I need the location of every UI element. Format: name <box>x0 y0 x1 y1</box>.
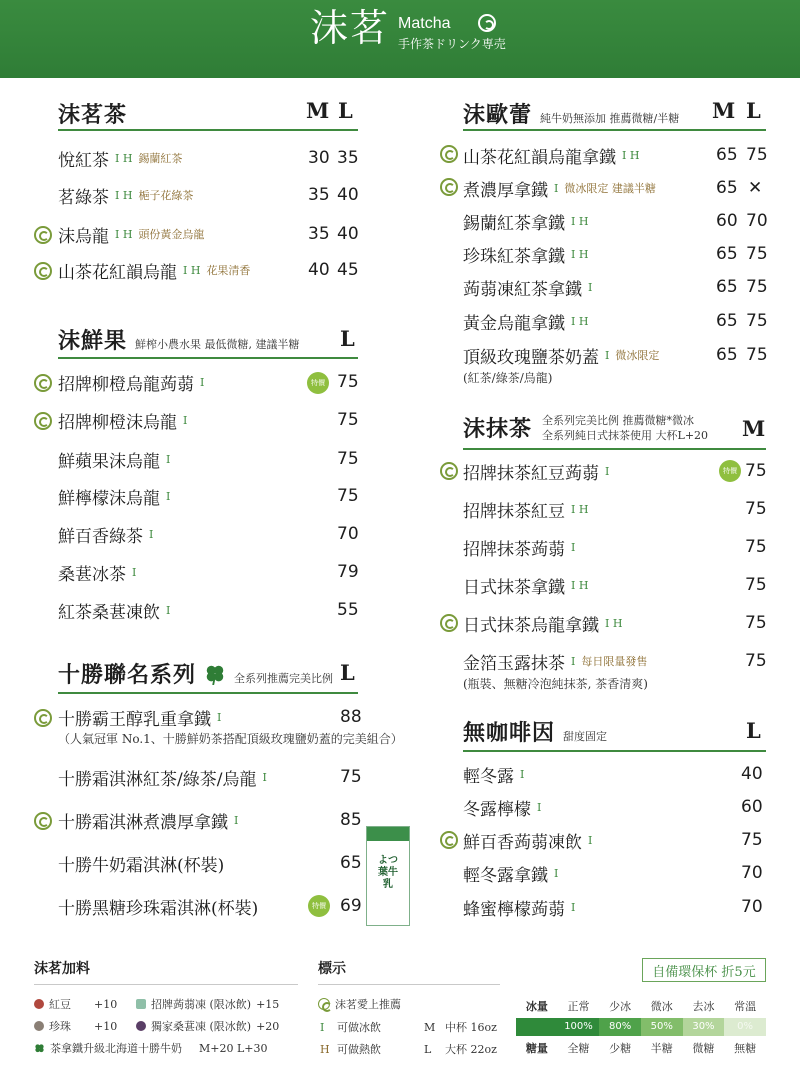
topping-item <box>34 1040 268 1056</box>
item-mark: I H <box>115 227 133 241</box>
size-m-header: M <box>712 98 736 123</box>
mulberry-jelly-icon <box>136 1021 146 1031</box>
divider <box>463 129 766 131</box>
price-l: 79 <box>337 562 359 582</box>
item-name: 鮮檸檬沫烏龍 <box>58 488 160 509</box>
sugar-label: 糖量 <box>525 1042 548 1055</box>
menu-item[interactable] <box>463 239 588 269</box>
divider <box>58 129 358 131</box>
item-mark: I <box>571 900 576 914</box>
price-m: 65 <box>716 178 738 198</box>
price-l: 35 <box>337 148 359 168</box>
price-l: 40 <box>337 185 359 205</box>
price-m: 35 <box>308 185 330 205</box>
item-mark: I H <box>571 502 589 516</box>
item-mark: I <box>166 452 171 466</box>
item-name: 鮮百香蒟蒻凍飲 <box>463 832 582 853</box>
menu-item[interactable] <box>58 805 238 835</box>
item-mark: I H <box>571 247 589 261</box>
item-name: 鮮蘋果沫烏龍 <box>58 451 160 472</box>
menu-item[interactable] <box>463 825 592 855</box>
divider <box>318 984 500 985</box>
topping-item <box>136 996 279 1012</box>
special-badge: 特價 <box>308 895 330 917</box>
section-title: 沫抹茶 <box>463 416 533 442</box>
divider <box>463 750 766 752</box>
price-l: 75 <box>746 145 768 165</box>
topping-price: +20 <box>256 1019 280 1033</box>
item-name: 珍珠紅茶拿鐵 <box>463 246 565 267</box>
size-l-header: L <box>338 98 353 123</box>
item-subnote: (瓶裝、無糖冷泡純抹茶, 茶香清爽) <box>463 677 648 691</box>
price-l: 75 <box>746 277 768 297</box>
section-title: 沫鮮果 <box>58 328 128 354</box>
item-mark: I H <box>571 314 589 328</box>
item-mark: I <box>520 767 525 781</box>
topping-item <box>34 996 117 1012</box>
section-title: 沫歐蕾 <box>463 102 533 128</box>
section-mooulei-header <box>463 98 679 129</box>
ice-label: 冰量 <box>525 1000 548 1013</box>
legend-text: 沫茗愛上推薦 <box>335 998 401 1011</box>
price-l: 70 <box>337 524 359 544</box>
brand-en: Matcha <box>398 15 451 32</box>
price-m: 30 <box>308 148 330 168</box>
size-l-header: L <box>746 718 761 743</box>
percent-bar <box>516 1018 766 1036</box>
item-mark: I <box>588 833 593 847</box>
milk-label: よつ葉牛乳 <box>378 855 398 890</box>
menu-item[interactable] <box>463 759 524 789</box>
price-m: 35 <box>308 224 330 244</box>
item-note: 微冰限定 <box>615 349 660 362</box>
recommend-icon <box>440 462 458 480</box>
menu-item[interactable] <box>463 140 639 170</box>
price-l: 55 <box>337 600 359 620</box>
price-m: 75 <box>745 575 767 595</box>
item-name: 蜂蜜檸檬蒟蒻 <box>463 899 565 920</box>
item-mark: I <box>166 489 171 503</box>
item-name: 金箔玉露抹茶 <box>463 653 565 674</box>
price-l: 40 <box>741 764 763 784</box>
item-mark: I <box>605 464 610 478</box>
legend-symbol: M <box>424 1020 436 1034</box>
percent-cell: 0% <box>724 1018 766 1036</box>
item-note: 錫蘭紅茶 <box>138 152 183 165</box>
ice-row <box>516 996 766 1016</box>
menu-item[interactable] <box>58 848 224 878</box>
ice-level: 正常 <box>567 1000 590 1013</box>
price-l: 75 <box>337 486 359 506</box>
menu-item[interactable] <box>58 180 193 210</box>
ice-level: 少冰 <box>609 1000 632 1013</box>
sugar-row <box>516 1038 766 1058</box>
item-name: 悅紅茶 <box>58 150 109 171</box>
milk-carton-image <box>366 826 410 926</box>
recommend-icon <box>34 374 52 392</box>
legend-item <box>318 996 401 1012</box>
menu-item[interactable] <box>58 519 153 549</box>
item-note: 頭份黃金烏龍 <box>138 228 205 241</box>
percent-cell: 30% <box>683 1018 725 1036</box>
item-name: 紅茶桑葚凍飲 <box>58 602 160 623</box>
legend-item <box>320 1041 381 1057</box>
divider <box>58 692 358 694</box>
price-m: 60 <box>716 211 738 231</box>
section-note: 甜度固定 <box>563 730 608 743</box>
percent-cell: 50% <box>641 1018 683 1036</box>
size-l-header: L <box>746 98 761 123</box>
sugar-level: 全糖 <box>567 1042 590 1055</box>
menu-item[interactable] <box>58 219 204 249</box>
menu-item[interactable] <box>463 206 588 236</box>
item-mark: I <box>149 527 154 541</box>
price-m: 65 <box>716 145 738 165</box>
item-name: 招牌抹茶紅豆蒟蒻 <box>463 463 599 484</box>
percent-cell: 80% <box>599 1018 641 1036</box>
item-mark: I <box>605 348 610 362</box>
menu-item[interactable] <box>58 702 221 732</box>
price-l: 75 <box>337 372 359 392</box>
size-m-header: M <box>306 98 330 123</box>
topping-price: +10 <box>94 1019 118 1033</box>
item-name: 日式抹茶烏龍拿鐵 <box>463 615 599 636</box>
item-mark: I H <box>622 148 640 162</box>
sugar-level: 半糖 <box>650 1042 673 1055</box>
legend-text: 可做熱飲 <box>337 1043 381 1056</box>
menu-item[interactable] <box>58 891 258 921</box>
price-l: 40 <box>337 224 359 244</box>
topping-price: +10 <box>94 997 118 1011</box>
item-name: 輕冬露 <box>463 766 514 787</box>
item-mark: I <box>132 565 137 579</box>
legend-text: 中杯 16oz <box>445 1021 497 1034</box>
item-mark: I H <box>115 188 133 202</box>
topping-price: +15 <box>256 997 280 1011</box>
size-m-header: M <box>742 416 766 441</box>
menu-item[interactable] <box>463 858 558 888</box>
topping-name: 茶拿鐵升級北海道十勝牛奶 <box>50 1042 182 1055</box>
recommend-icon <box>440 145 458 163</box>
menu-item[interactable] <box>58 367 204 397</box>
legend-symbol: I <box>320 1020 325 1034</box>
price-l: 45 <box>337 260 359 280</box>
sugar-level: 無糖 <box>734 1042 757 1055</box>
menu-item[interactable] <box>58 762 267 792</box>
legend-item <box>424 1041 497 1057</box>
clover-icon <box>34 1043 45 1054</box>
divider <box>463 448 766 450</box>
recommend-icon <box>440 178 458 196</box>
special-badge: 特價 <box>719 460 741 482</box>
item-name: 黃金烏龍拿鐵 <box>463 313 565 334</box>
price-l: 70 <box>746 211 768 231</box>
section-note: 全系列推薦完美比例 <box>234 672 334 685</box>
clover-icon <box>204 663 226 685</box>
ice-level: 微冰 <box>650 1000 673 1013</box>
topping-item <box>136 1018 279 1034</box>
section-note: 全系列純日式抹茶使用 大杯L+20 <box>542 428 709 442</box>
price-l: 75 <box>746 311 768 331</box>
special-badge: 特價 <box>307 372 329 394</box>
price-m: 75 <box>745 651 767 671</box>
recommend-icon <box>34 226 52 244</box>
percent-cell: 100% <box>558 1018 600 1036</box>
sugar-level: 少糖 <box>609 1042 632 1055</box>
legend-text: 可做冰飲 <box>337 1021 381 1034</box>
recommend-icon <box>318 998 330 1010</box>
price-m: 65 <box>716 311 738 331</box>
section-note: 鮮榨小農水果 最低微糖, 建議半糖 <box>135 338 300 351</box>
item-mark: I <box>571 654 576 668</box>
brand-cn: 沫茗 <box>310 6 391 50</box>
ice-level: 常溫 <box>734 1000 757 1013</box>
item-mark: I <box>200 375 205 389</box>
menu-item[interactable] <box>463 646 647 676</box>
menu-item[interactable] <box>463 456 609 486</box>
menu-item[interactable] <box>58 595 170 625</box>
menu-item[interactable] <box>58 557 136 587</box>
item-mark: I <box>183 413 188 427</box>
price-m: 65 <box>716 345 738 365</box>
recommend-icon <box>34 709 52 727</box>
recommend-icon <box>440 831 458 849</box>
legend-title: 標示 <box>318 961 346 977</box>
menu-item[interactable] <box>58 405 187 435</box>
konjac-jelly-icon <box>136 999 146 1009</box>
toppings-title: 沫茗加料 <box>34 961 90 977</box>
divider <box>58 357 358 359</box>
item-note: 梔子花綠茶 <box>138 189 194 202</box>
price-m: 75 <box>745 461 767 481</box>
topping-item <box>34 1018 117 1034</box>
recommend-icon <box>440 614 458 632</box>
item-mark: I <box>537 800 542 814</box>
price-l: 75 <box>337 449 359 469</box>
item-name: 十勝霜淇淋煮濃厚拿鐵 <box>58 812 228 833</box>
menu-item[interactable] <box>463 892 575 922</box>
menu-item[interactable] <box>58 444 170 474</box>
section-title: 無咖啡因 <box>463 720 556 746</box>
menu-item[interactable] <box>463 532 575 562</box>
item-mark: I <box>588 280 593 294</box>
item-name: 山茶花紅韻烏龍拿鐵 <box>463 147 616 168</box>
menu-item[interactable] <box>58 143 182 173</box>
header <box>0 0 800 78</box>
item-subnote: (紅茶/綠茶/烏龍) <box>463 371 553 385</box>
item-name: 鮮百香綠茶 <box>58 526 143 547</box>
price-m: 75 <box>745 613 767 633</box>
price-l: 75 <box>746 244 768 264</box>
price-l: 60 <box>741 797 763 817</box>
price-m: 65 <box>716 244 738 264</box>
price-l: 75 <box>337 410 359 430</box>
menu-item[interactable] <box>463 608 622 638</box>
item-name: 煮濃厚拿鐵 <box>463 180 548 201</box>
price-l: 75 <box>746 345 768 365</box>
topping-name: 珍珠 <box>49 1020 71 1033</box>
item-mark: I <box>554 866 559 880</box>
price-l: 88 <box>340 707 362 727</box>
item-name: 頂級玫瑰鹽茶奶蓋 <box>463 347 599 368</box>
brand-logo-icon <box>478 14 496 32</box>
size-l-header: L <box>340 326 355 351</box>
brand <box>310 6 506 52</box>
section-tokachi-header <box>58 658 333 689</box>
topping-name: 招牌蒟蒻凍 (限冰飲) <box>151 998 252 1011</box>
menu-item[interactable] <box>463 570 588 600</box>
item-name: 沫烏龍 <box>58 226 109 247</box>
size-l-header: L <box>340 660 355 685</box>
topping-price: M+20 L+30 <box>199 1041 268 1055</box>
item-name: 招牌柳橙沫烏龍 <box>58 412 177 433</box>
price-m: 65 <box>716 277 738 297</box>
price-l: 70 <box>741 897 763 917</box>
item-name: 十勝霸王醇乳重拿鐵 <box>58 709 211 730</box>
recommend-icon <box>34 262 52 280</box>
item-name: 十勝黑糖珍珠霜淇淋(杯裝) <box>58 898 259 919</box>
section-momingcha-header <box>58 98 127 129</box>
item-note: 每日限量發售 <box>581 655 648 668</box>
price-m: 40 <box>308 260 330 280</box>
price-l: 75 <box>741 830 763 850</box>
item-mark: I <box>234 813 239 827</box>
ice-level: 去冰 <box>692 1000 715 1013</box>
item-mark: I H <box>115 151 133 165</box>
legend-item <box>424 1019 497 1035</box>
menu-item[interactable] <box>463 272 592 302</box>
section-title: 沫茗茶 <box>58 102 128 128</box>
price-l: 69 <box>340 896 362 916</box>
item-name: 十勝霜淇淋紅茶/綠茶/烏龍 <box>58 769 257 790</box>
item-mark: I H <box>571 578 589 592</box>
menu-item[interactable] <box>58 255 250 285</box>
item-name: 錫蘭紅茶拿鐵 <box>463 213 565 234</box>
section-nocaffeine-header <box>463 716 607 747</box>
section-note: 全系列完美比例 推薦微糖*微冰 <box>542 413 695 427</box>
pearl-icon <box>34 1021 44 1031</box>
item-name: 招牌柳橙烏龍蒟蒻 <box>58 374 194 395</box>
item-mark: I H <box>605 616 623 630</box>
menu-item[interactable] <box>463 306 588 336</box>
legend-text: 大杯 22oz <box>445 1043 497 1056</box>
item-note: 花果清香 <box>206 264 251 277</box>
item-mark: I H <box>183 263 201 277</box>
legend-symbol: H <box>320 1042 330 1056</box>
price-l: ✕ <box>748 178 763 198</box>
ice-sugar-scale <box>516 996 766 1058</box>
topping-name: 獨家桑葚凍 (限冰飲) <box>151 1020 252 1033</box>
item-name: 茗綠茶 <box>58 187 109 208</box>
brand-sub: 手作茶ドリンク専売 <box>398 37 506 51</box>
menu-item[interactable] <box>463 340 659 370</box>
price-l: 75 <box>340 767 362 787</box>
item-mark: I <box>571 540 576 554</box>
item-name: 招牌抹茶紅豆 <box>463 501 565 522</box>
price-l: 65 <box>340 853 362 873</box>
item-name: 山茶花紅韻烏龍 <box>58 262 177 283</box>
divider <box>34 984 298 985</box>
legend-symbol: L <box>424 1042 432 1056</box>
price-l: 70 <box>741 863 763 883</box>
menu-item[interactable] <box>463 173 656 203</box>
menu-item[interactable] <box>463 494 588 524</box>
recommend-icon <box>34 812 52 830</box>
price-l: 85 <box>340 810 362 830</box>
red-bean-icon <box>34 999 44 1009</box>
item-mark: I H <box>571 214 589 228</box>
item-mark: I <box>166 603 171 617</box>
item-name: 蒟蒻凍紅茶拿鐵 <box>463 279 582 300</box>
item-subnote: （人氣冠軍 No.1、十勝鮮奶茶搭配頂級玫瑰鹽奶蓋的完美組合） <box>58 732 403 746</box>
item-name: 日式抹茶拿鐵 <box>463 577 565 598</box>
menu-item[interactable] <box>58 481 170 511</box>
item-mark: I <box>262 770 267 784</box>
item-note: 微冰限定 建議半糖 <box>564 182 656 195</box>
item-name: 十勝牛奶霜淇淋(杯裝) <box>58 855 225 876</box>
section-momatcha-header <box>463 412 708 443</box>
eco-cup-badge: 自備環保杯 折5元 <box>642 958 766 982</box>
sugar-level: 微糖 <box>692 1042 715 1055</box>
section-moxianguo-header <box>58 324 300 355</box>
recommend-icon <box>34 412 52 430</box>
section-note: 純牛奶無添加 推薦微糖/半糖 <box>540 112 680 125</box>
item-mark: I <box>554 181 559 195</box>
topping-name: 紅豆 <box>49 998 71 1011</box>
price-m: 75 <box>745 537 767 557</box>
section-title: 十勝聯名系列 <box>58 662 197 688</box>
item-mark: I <box>217 710 222 724</box>
menu-item[interactable] <box>463 792 541 822</box>
item-name: 輕冬露拿鐵 <box>463 865 548 886</box>
legend-item <box>320 1019 381 1035</box>
item-name: 桑葚冰茶 <box>58 564 126 585</box>
item-name: 招牌抹茶蒟蒻 <box>463 539 565 560</box>
price-m: 75 <box>745 499 767 519</box>
item-name: 冬露檸檬 <box>463 799 531 820</box>
